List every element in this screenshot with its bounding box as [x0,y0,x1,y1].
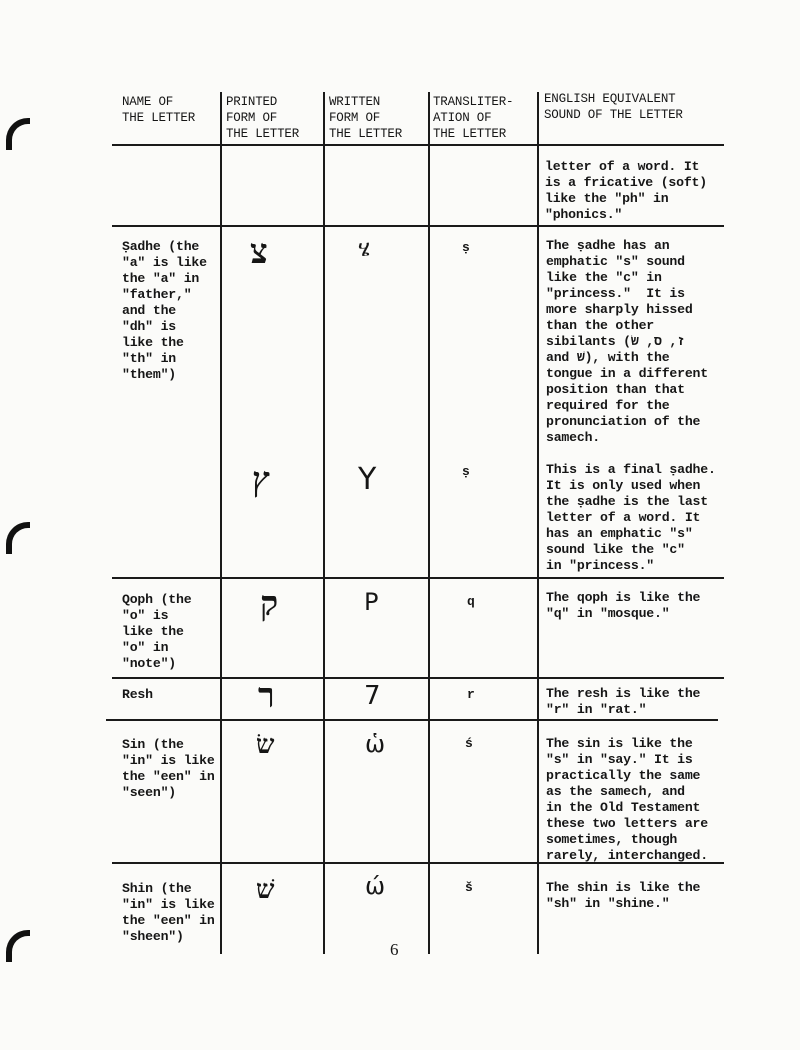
header-printed: PRINTED FORM OF THE LETTER [226,95,300,141]
name-cell: Shin (the "in" is like the "een" in "sheen") [122,881,215,944]
translit-cell: ṣ [462,464,470,479]
written-letter: 7 [364,681,381,711]
translit-cell: r [467,687,475,702]
printed-letter: ר [258,676,275,716]
name-cell: Sin (the "in" is like the "een" in "seen") [122,737,215,800]
sound-cell: The sin is like the "s" in "say." It is practically the same as the samech, and in the Old Testament these two letters are sometimes, though rarely, interchanged. [546,736,708,863]
sound-cell: This is a final ṣadhe. It is only used when the ṣadhe is the last letter of a word. It has an emphatic "s" sound like the "c" in "princess." [546,462,716,573]
name-cell: Qoph (the "o" is like the "o" in "note") [122,592,192,671]
printed-letter: צ [250,232,268,272]
translit-cell: ś [465,736,473,751]
translit-cell: š [465,880,473,895]
sound-cell: The qoph is like the "q" in "mosque." [546,590,701,621]
column-divider [428,92,430,954]
written-letter: P [364,588,379,616]
sound-cell: The resh is like the "r" in "rat." [546,686,701,717]
row-divider [112,144,724,146]
row-divider [112,577,724,579]
header-translit: TRANSLITER- ATION OF THE LETTER [433,95,514,141]
column-divider [537,92,539,954]
written-letter: Y [358,462,377,497]
row-divider [112,225,724,227]
written-letter: ὡ [365,730,386,758]
sound-cell: letter of a word. It is a fricative (soft) like the "ph" in "phonics." [545,159,707,222]
printed-letter: ק [260,584,279,624]
column-divider [220,92,222,954]
row-divider [106,719,718,721]
translit-cell: ṣ [462,240,470,255]
row-divider [112,677,724,679]
punch-hole [6,118,30,150]
header-sound: ENGLISH EQUIVALENT SOUND OF THE LETTER [544,92,683,122]
page-number: 6 [390,940,399,959]
header-name: NAME OF THE LETTER [122,95,196,125]
name-cell: Ṣadhe (the "a" is like the "a" in "father," and the "dh" is like the "th" in "them") [122,239,207,382]
written-letter: ώ [365,872,386,900]
printed-letter: ץ [252,460,270,500]
sound-cell: The ṣadhe has an emphatic "s" sound like the "c" in "princess." It is more sharply hissed than the other sibilants (ז, ס, שׂ and שׁ), with the tongue in a different position than that required for the pronunciation of the samech. [546,238,708,445]
name-cell: Resh [122,687,153,702]
column-divider [323,92,325,954]
written-letter: ሄ [358,237,371,262]
punch-hole [6,930,30,962]
header-written: WRITTEN FORM OF THE LETTER [329,95,403,141]
punch-hole [6,522,30,554]
translit-cell: q [467,594,475,609]
printed-letter: שׁ [256,875,275,905]
sound-cell: The shin is like the "sh" in "shine." [546,880,701,911]
printed-letter: שׂ [256,730,275,760]
